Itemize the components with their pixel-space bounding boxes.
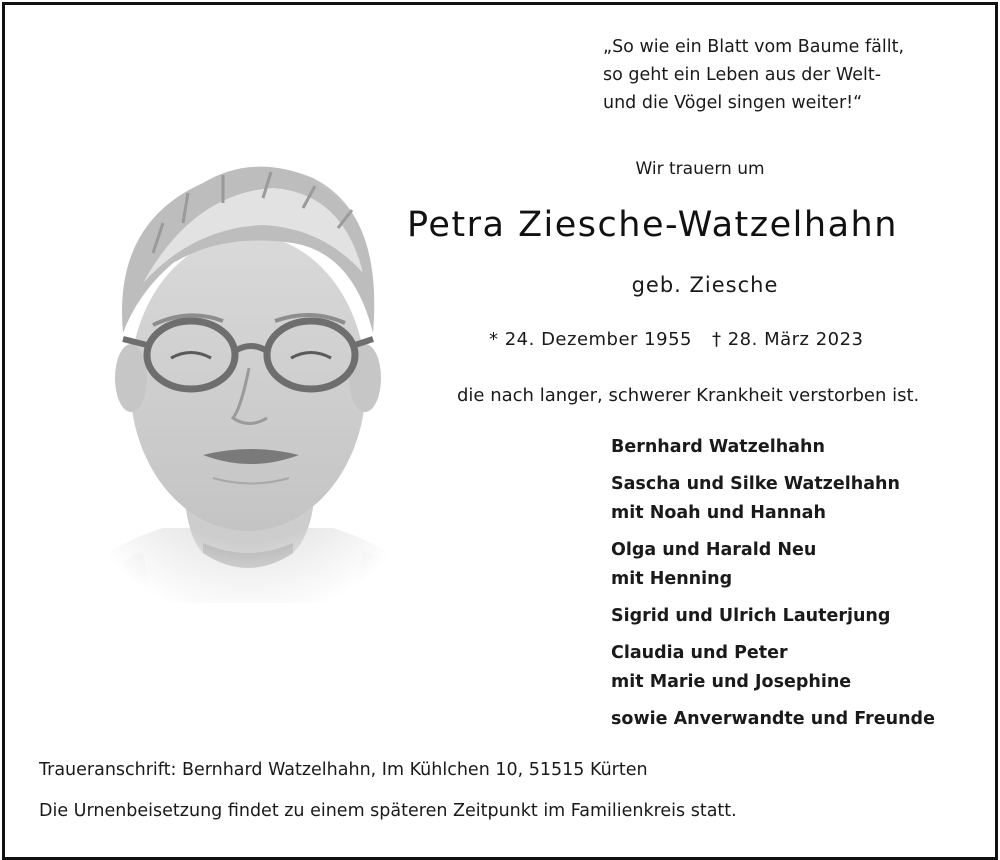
mourner-entry: [611, 602, 991, 631]
mourning-address: Traueranschrift: Bernhard Watzelhahn, Im Kühlchen 10, 51515 Kürten: [39, 760, 648, 780]
mourner-line: Olga und Harald Neu: [611, 540, 817, 560]
death-date: † 28. März 2023: [712, 329, 864, 350]
mourner-entry: [611, 705, 991, 734]
maiden-name: geb. Ziesche: [631, 273, 779, 297]
mourner-entry: [611, 639, 991, 697]
quote-line: so geht ein Leben aus der Welt-: [603, 65, 882, 85]
life-dates: [489, 329, 969, 350]
mourners-list: [611, 433, 991, 742]
death-statement: die nach langer, schwerer Krankheit verstorben ist.: [457, 385, 920, 406]
mourner-entry: [611, 536, 991, 594]
obituary-notice: [2, 2, 998, 860]
mourner-line: Sascha und Silke Watzelhahn: [611, 474, 900, 494]
mourner-entry: [611, 433, 991, 462]
mourner-line: mit Henning: [611, 569, 733, 589]
birth-date: * 24. Dezember 1955: [489, 329, 692, 350]
mourner-line: Claudia und Peter: [611, 643, 788, 663]
quote-line: „So wie ein Blatt vom Baume fällt,: [603, 37, 905, 57]
mourner-line: mit Marie und Josephine: [611, 672, 852, 692]
portrait-photo: [53, 133, 443, 623]
intro-text: [405, 159, 985, 179]
quote: [603, 33, 983, 117]
mourner-entry: [611, 470, 991, 528]
mourner-line: mit Noah und Hannah: [611, 503, 826, 523]
mourner-line: Bernhard Watzelhahn: [611, 437, 825, 457]
mourner-line: sowie Anverwandte und Freunde: [611, 709, 935, 729]
deceased-name: Petra Ziesche-Watzelhahn: [407, 205, 898, 245]
mourner-line: Sigrid und Ulrich Lauterjung: [611, 606, 891, 626]
burial-note: Die Urnenbeisetzung findet zu einem späteren Zeitpunkt im Familienkreis statt.: [39, 801, 737, 821]
intro-label: Wir trauern um: [635, 159, 765, 179]
quote-line: und die Vögel singen weiter!“: [603, 93, 863, 113]
